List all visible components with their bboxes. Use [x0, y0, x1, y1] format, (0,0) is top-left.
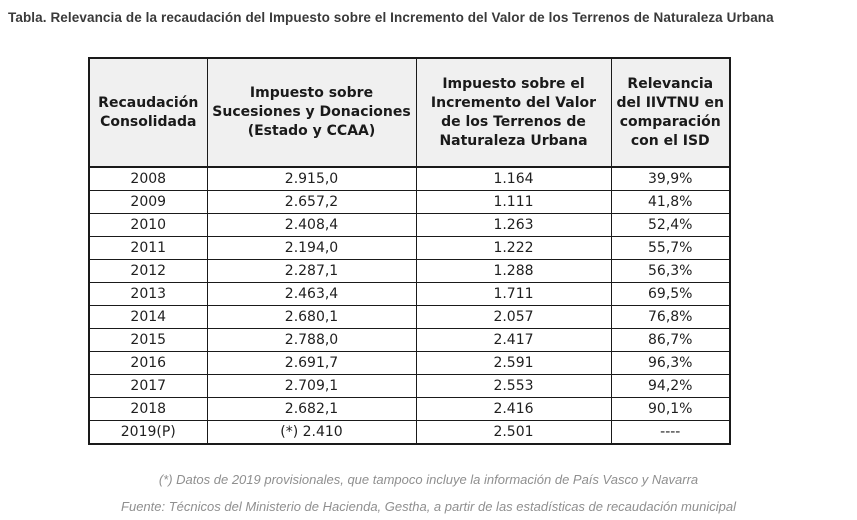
table-row [89, 237, 730, 260]
table-cell: 1.263 [416, 214, 611, 237]
table-cell: 52,4% [611, 214, 730, 237]
table-cell: 2.591 [416, 352, 611, 375]
table-cell: 2010 [89, 214, 207, 237]
table-cell: 1.111 [416, 191, 611, 214]
table-cell: 55,7% [611, 237, 730, 260]
column-header: Relevancia del IIVTNU en comparación con el ISD [611, 58, 730, 167]
table-cell: 2011 [89, 237, 207, 260]
table-cell: 2.553 [416, 375, 611, 398]
table-cell: 2017 [89, 375, 207, 398]
table-row [89, 398, 730, 421]
table-cell: 2008 [89, 167, 207, 191]
table-cell: 2016 [89, 352, 207, 375]
table-cell: 2.915,0 [207, 167, 416, 191]
table-row [89, 329, 730, 352]
table-row [89, 167, 730, 191]
column-header: Impuesto sobre el Incremento del Valor de los Terrenos de Naturaleza Urbana [416, 58, 611, 167]
table-cell: 2.501 [416, 421, 611, 445]
table-cell: 2.416 [416, 398, 611, 421]
table-cell: 2.408,4 [207, 214, 416, 237]
table-cell: 2015 [89, 329, 207, 352]
table-cell: 1.164 [416, 167, 611, 191]
table-header-row [89, 58, 730, 167]
table-cell: 2.709,1 [207, 375, 416, 398]
table-cell: 2014 [89, 306, 207, 329]
table-row [89, 352, 730, 375]
table-container [88, 57, 731, 445]
footnotes [0, 466, 857, 520]
page-title: Tabla. Relevancia de la recaudación del Impuesto sobre el Incremento del Valor de los Terrenos de Naturaleza Urbana [8, 10, 774, 25]
table-cell: 2.463,4 [207, 283, 416, 306]
table-cell: 2.682,1 [207, 398, 416, 421]
data-table [88, 57, 731, 445]
table-row [89, 306, 730, 329]
table-cell: 2013 [89, 283, 207, 306]
table-row [89, 421, 730, 445]
table-cell: 76,8% [611, 306, 730, 329]
table-cell: 2.680,1 [207, 306, 416, 329]
footnote-provisional: (*) Datos de 2019 provisionales, que tampoco incluye la información de País Vasco y Navarra [158, 472, 699, 487]
table-cell: 41,8% [611, 191, 730, 214]
table-cell: 56,3% [611, 260, 730, 283]
table-header [89, 58, 730, 167]
table-cell: (*) 2.410 [207, 421, 416, 445]
table-row [89, 260, 730, 283]
table-cell: 2.057 [416, 306, 611, 329]
table-cell: 2.417 [416, 329, 611, 352]
table-cell: 1.711 [416, 283, 611, 306]
table-cell: 2.657,2 [207, 191, 416, 214]
source-note: Fuente: Técnicos del Ministerio de Hacienda, Gestha, a partir de las estadísticas de recaudación municipal [121, 499, 736, 514]
table-cell: 2019(P) [89, 421, 207, 445]
column-header: Impuesto sobre Sucesiones y Donaciones (Estado y CCAA) [207, 58, 416, 167]
table-cell: ---- [611, 421, 730, 445]
table-cell: 39,9% [611, 167, 730, 191]
table-cell: 1.288 [416, 260, 611, 283]
table-row [89, 375, 730, 398]
table-cell: 2018 [89, 398, 207, 421]
column-header: Recaudación Consolidada [89, 58, 207, 167]
table-row [89, 283, 730, 306]
table-cell: 90,1% [611, 398, 730, 421]
table-cell: 2.788,0 [207, 329, 416, 352]
table-body [89, 167, 730, 444]
table-cell: 69,5% [611, 283, 730, 306]
table-cell: 2009 [89, 191, 207, 214]
table-cell: 1.222 [416, 237, 611, 260]
table-cell: 94,2% [611, 375, 730, 398]
table-cell: 2.194,0 [207, 237, 416, 260]
table-cell: 96,3% [611, 352, 730, 375]
table-cell: 86,7% [611, 329, 730, 352]
table-row [89, 191, 730, 214]
table-cell: 2012 [89, 260, 207, 283]
table-cell: 2.287,1 [207, 260, 416, 283]
table-row [89, 214, 730, 237]
table-cell: 2.691,7 [207, 352, 416, 375]
